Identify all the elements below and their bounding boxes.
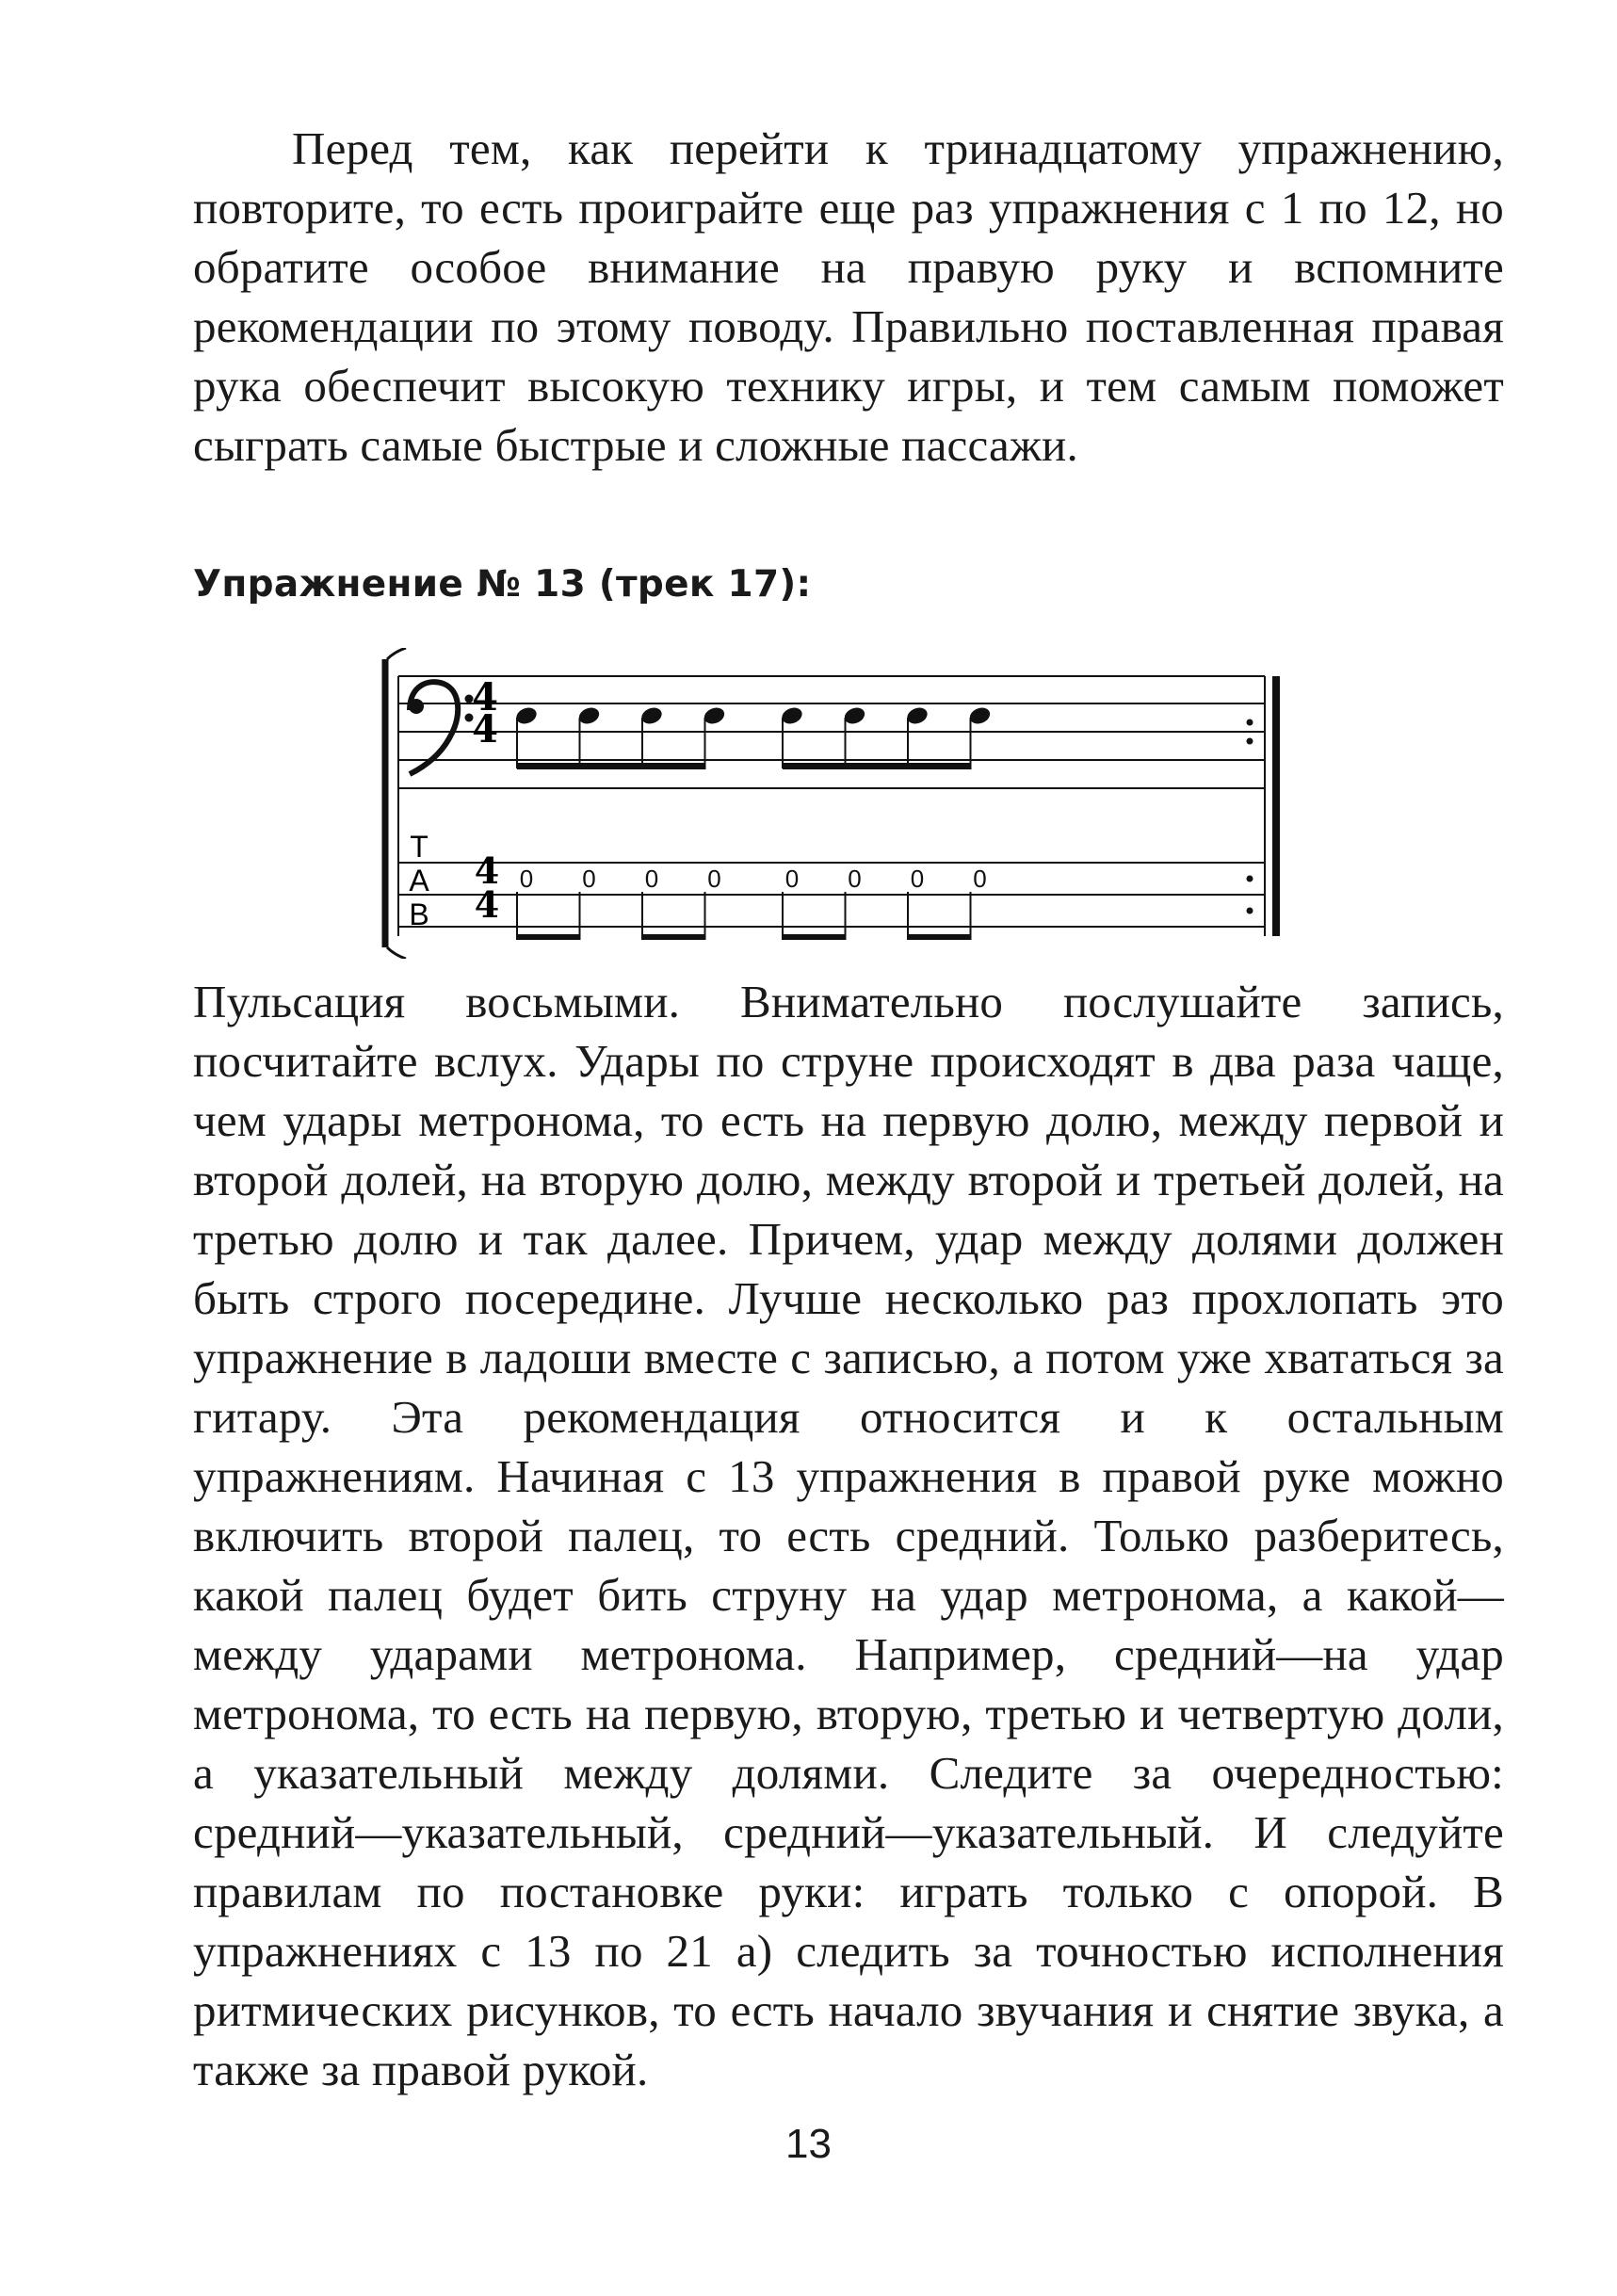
tab-letter-t: T [410,830,429,864]
exercise-heading: Упражнение № 13 (трек 17): [193,563,812,606]
note-beam [517,763,706,769]
tab-beam [517,934,581,940]
fret-number: 0 [848,865,862,893]
system-bracket [385,648,406,959]
fret-number: 0 [707,865,721,893]
staff-time-sig-bottom: 4 [472,707,498,752]
tab-letter-a: A [409,864,429,897]
staff-time-sig-top: 4 [472,675,498,720]
page-number: 13 [785,2121,832,2167]
end-repeat-barline [1247,676,1277,936]
tab-beam [642,934,706,940]
tab-beam [783,934,847,940]
tab-fret-numbers [515,865,992,940]
tab-time-sig-top: 4 [474,849,500,892]
tab-time-sig-bottom: 4 [474,883,500,926]
note-beam [783,763,972,769]
fret-number: 0 [910,865,925,893]
tab-letter-b: B [409,897,429,931]
fret-number: 0 [519,865,534,893]
bass-notation-figure [372,648,1295,959]
intro-paragraph: Перед тем, как перейти к тринадцатому упражнению, повторите, то есть проиграйте еще раз упражнения с 1 по 12, но обратите особое внимание на правую руку и вспомните рекомендации по этому поводу. Правильно поставленная правая рука обеспечит высокую технику игры, и тем самым поможет сыграть самые быстрые и сложные пассажи. [193,122,1504,471]
fret-number: 0 [582,865,596,893]
fret-number: 0 [973,865,987,893]
fret-number: 0 [644,865,659,893]
fret-number: 0 [784,865,800,893]
bass-staff [398,676,1265,788]
tab-beam [908,934,972,940]
body-paragraph: Пульсация восьмыми. Внимательно послушайте запись, посчитайте вслух. Удары по струне происходят в два раза чаще, чем удары метронома, то есть на первую долю, между первой и второй долей, на вторую долю, между второй и третьей долей, на третью долю и так далее. Причем, удар между долями должен быть строго посередине. Лучше несколько раз прохлопать это упражнение в ладоши вместе с записью, а потом уже хвататься за гитару. Эта рекомендация относится и к остальным упражнениям. Начиная с 13 упражнения в правой руке можно включить второй палец, то есть средний. Только разберитесь, какой палец будет бить струну на удар метронома, а какой—между ударами метронома. Например, средний—на удар метронома, то есть на первую, вторую, третью и четвертую доли, а указательный между долями. Следите за очередностью: средний—указательный, средний—указательный. И следуйте правилам по постановке руки: играть только с опорой. В упражнениях с 13 по 21 а) следить за точностью исполнения ритмических рисунков, то есть начало звучания и снятие звука, а также за правой рукой. [193,976,1504,2095]
